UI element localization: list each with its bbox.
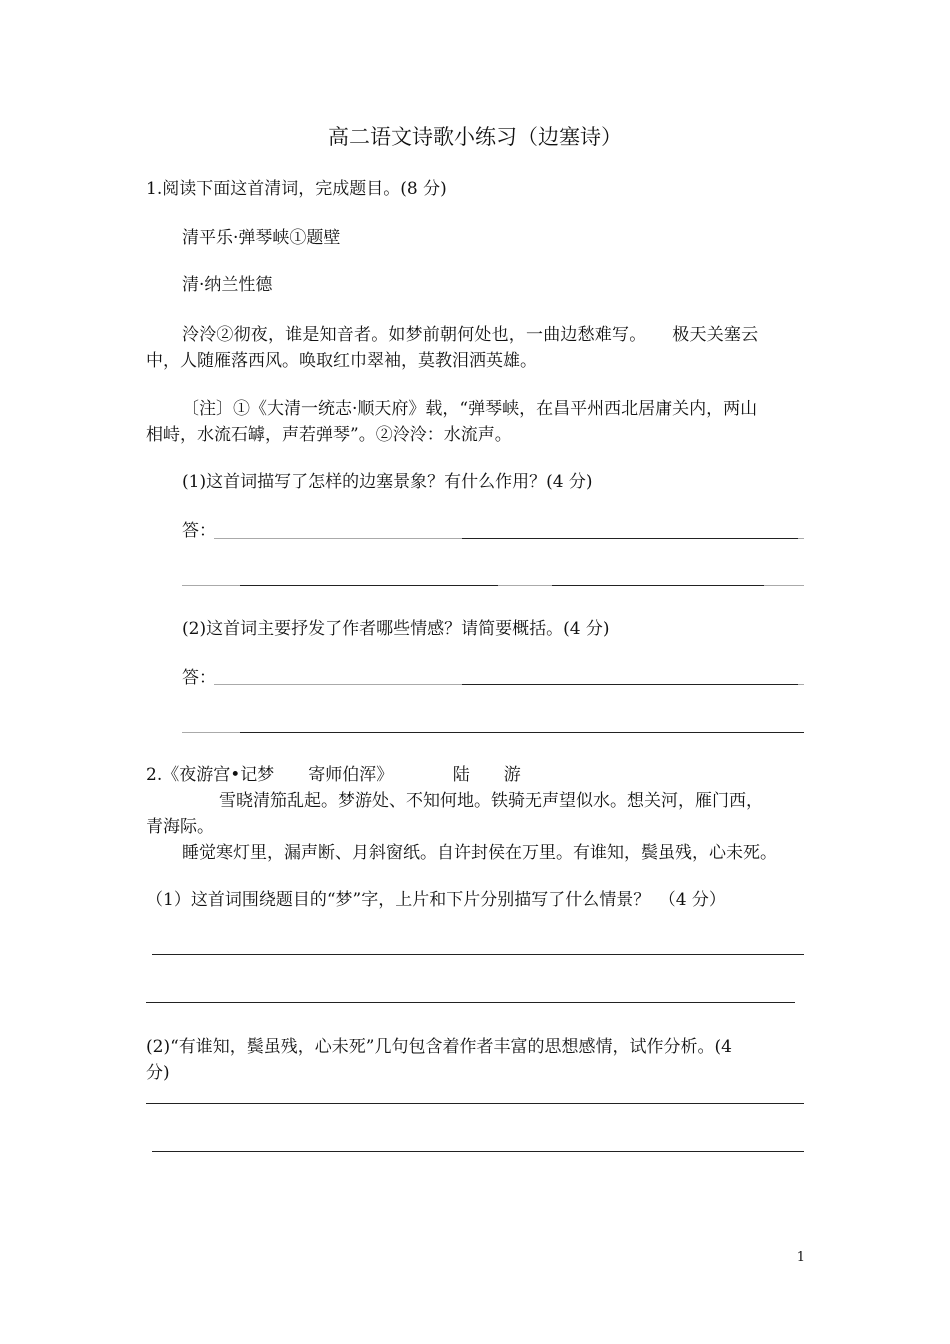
page-title: 高二语文诗歌小练习（边塞诗）: [328, 125, 622, 149]
q1-sub1-question: (1)这首词描写了怎样的边塞景象？有什么作用？(4 分): [182, 472, 593, 492]
q2-sub1-answer-line-1[interactable]: [152, 954, 804, 955]
q1-sub1-answer-line-2b[interactable]: [240, 585, 498, 586]
q2-sub2-question-line2: 分): [146, 1063, 170, 1083]
q1-sub2-question: (2)这首词主要抒发了作者哪些情感？请简要概括。(4 分): [182, 619, 610, 639]
q2-poem-line1: 雪晓清笳乱起。梦游处、不知何地。铁骑无声望似水。想关河，雁门西，: [219, 791, 763, 811]
q1-poem-line2: 中，人随雁落西风。唤取红巾翠袖，莫教泪洒英雄。: [146, 351, 537, 371]
page-number: 1: [796, 1250, 805, 1265]
q2-poem-line2: 青海际。: [146, 817, 214, 837]
q2-poem-line3: 睡觉寒灯里，漏声断、月斜窗纸。自许封侯在万里。有谁知，鬓虽残，心未死。: [182, 843, 777, 863]
q1-poem-title: 清平乐·弹琴峡①题壁: [182, 228, 341, 248]
q1-note-line2: 相峙，水流石罅，声若弹琴”。②泠泠：水流声。: [146, 425, 512, 445]
q2-sub2-answer-line-2[interactable]: [152, 1151, 804, 1152]
q1-author: 清·纳兰性德: [182, 275, 273, 295]
q1-sub1-answer-label: 答：: [182, 521, 216, 541]
q1-note-line1: 〔注〕①《大清一统志·顺天府》载，“弹琴峡，在昌平州西北居庸关内，两山: [182, 399, 758, 419]
q2-sub1-answer-line-2[interactable]: [146, 1002, 795, 1003]
q1-poem-line1: 泠泠②彻夜，谁是知音者。如梦前朝何处也，一曲边愁难写。 极天关塞云: [182, 325, 759, 345]
q1-sub1-answer-line-1b[interactable]: [462, 538, 798, 539]
q2-sub1-question: （1）这首词围绕题目的“梦”字，上片和下片分别描写了什么情景？ （4 分）: [146, 890, 726, 910]
q1-prompt: 1.阅读下面这首清词，完成题目。(8 分): [146, 179, 447, 199]
q2-sub2-answer-line-1[interactable]: [146, 1103, 804, 1104]
q2-sub2-question-line1: (2)“有谁知，鬓虽残，心未死”几句包含着作者丰富的思想感情，试作分析。(4: [146, 1037, 732, 1057]
q1-sub2-answer-label: 答：: [182, 668, 216, 688]
q1-sub1-answer-line-2c[interactable]: [552, 585, 764, 586]
q1-sub2-answer-line-2b[interactable]: [240, 732, 804, 733]
q2-heading: 2.《夜游宫•记梦 寄师伯浑》 陆 游: [146, 765, 521, 785]
q1-sub2-answer-line-1b[interactable]: [462, 684, 798, 685]
